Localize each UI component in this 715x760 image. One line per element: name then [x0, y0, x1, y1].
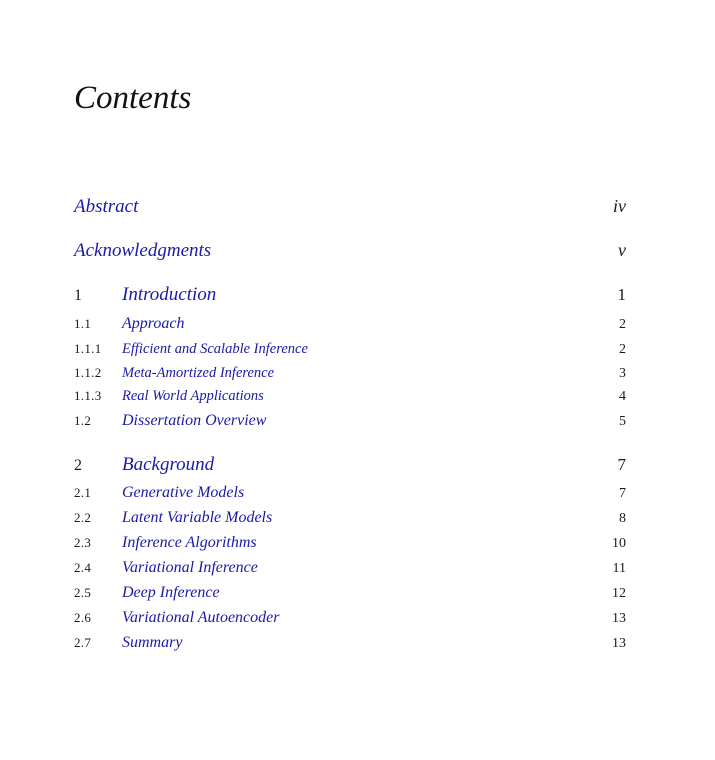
toc-page-number: 5 [619, 414, 626, 429]
toc-section-2-2[interactable] [74, 509, 626, 527]
toc-page-number: 7 [617, 455, 626, 474]
toc-page-number: 7 [619, 486, 626, 501]
toc-section-2-4[interactable] [74, 559, 626, 577]
toc-link[interactable]: Acknowledgments [74, 240, 212, 261]
toc-page-number: 1 [617, 285, 626, 304]
toc-page-number: 13 [612, 611, 626, 626]
toc-link[interactable]: Variational Inference [122, 559, 258, 576]
toc-section-2-7[interactable] [74, 634, 626, 652]
toc-link[interactable]: Dissertation Overview [122, 412, 267, 429]
toc-link[interactable]: Meta-Amortized Inference [122, 365, 275, 381]
toc-section-number: 2.6 [74, 610, 92, 625]
toc-page-number: 8 [619, 511, 626, 526]
toc-chapter-2[interactable] [74, 454, 626, 476]
toc-link[interactable]: Deep Inference [122, 584, 220, 601]
toc-page-number: 13 [612, 636, 626, 651]
toc-section-1-2[interactable] [74, 412, 626, 430]
toc-section-1-1[interactable] [74, 315, 626, 333]
toc-link[interactable]: Background [122, 454, 215, 475]
page-title: Contents [74, 80, 192, 116]
toc-link[interactable]: Generative Models [122, 484, 245, 501]
toc-section-number: 2.4 [74, 560, 92, 575]
toc-page-number: 2 [619, 342, 626, 357]
toc-link[interactable]: Summary [122, 634, 183, 651]
toc-section-number: 2.1 [74, 485, 92, 500]
toc-page-number: 4 [619, 389, 626, 404]
toc-subsection-1-1-1[interactable] [74, 341, 626, 358]
toc-chapter-1[interactable] [74, 284, 626, 306]
toc-section-2-6[interactable] [74, 609, 626, 627]
toc-section-number: 1.1.1 [74, 341, 102, 356]
toc-entry-abstract[interactable] [74, 196, 626, 218]
toc-page-number: v [618, 240, 626, 260]
toc-section-2-5[interactable] [74, 584, 626, 602]
toc-link[interactable]: Inference Algorithms [122, 534, 257, 551]
toc-section-number: 2.3 [74, 535, 92, 550]
toc-page-number: 12 [612, 586, 626, 601]
toc-page-number: 11 [612, 561, 626, 576]
toc-subsection-1-1-3[interactable] [74, 388, 626, 405]
toc-link[interactable]: Approach [122, 315, 185, 332]
toc-section-2-1[interactable] [74, 484, 626, 502]
toc-section-number: 2.7 [74, 635, 92, 650]
toc-section-2-3[interactable] [74, 534, 626, 552]
toc-page-number: 10 [612, 536, 626, 551]
toc-chapter-number: 2 [74, 457, 82, 474]
toc-page-number: 3 [619, 366, 626, 381]
toc-section-number: 2.5 [74, 585, 92, 600]
toc-link[interactable]: Introduction [122, 284, 217, 305]
toc-link[interactable]: Abstract [74, 196, 139, 217]
toc-link[interactable]: Latent Variable Models [122, 509, 273, 526]
toc-subsection-1-1-2[interactable] [74, 365, 626, 382]
toc-page-number: iv [613, 196, 626, 216]
toc-page-number: 2 [619, 317, 626, 332]
toc-link[interactable]: Variational Autoencoder [122, 609, 280, 626]
toc-section-number: 1.2 [74, 413, 92, 428]
toc-section-number: 1.1.2 [74, 365, 102, 380]
toc-link[interactable]: Efficient and Scalable Inference [122, 341, 308, 357]
toc-chapter-number: 1 [74, 287, 82, 304]
toc-section-number: 2.2 [74, 510, 92, 525]
toc-section-number: 1.1 [74, 316, 92, 331]
toc-entry-acknowledgments[interactable] [74, 240, 626, 262]
toc-section-number: 1.1.3 [74, 388, 102, 403]
toc-link[interactable]: Real World Applications [122, 388, 264, 404]
